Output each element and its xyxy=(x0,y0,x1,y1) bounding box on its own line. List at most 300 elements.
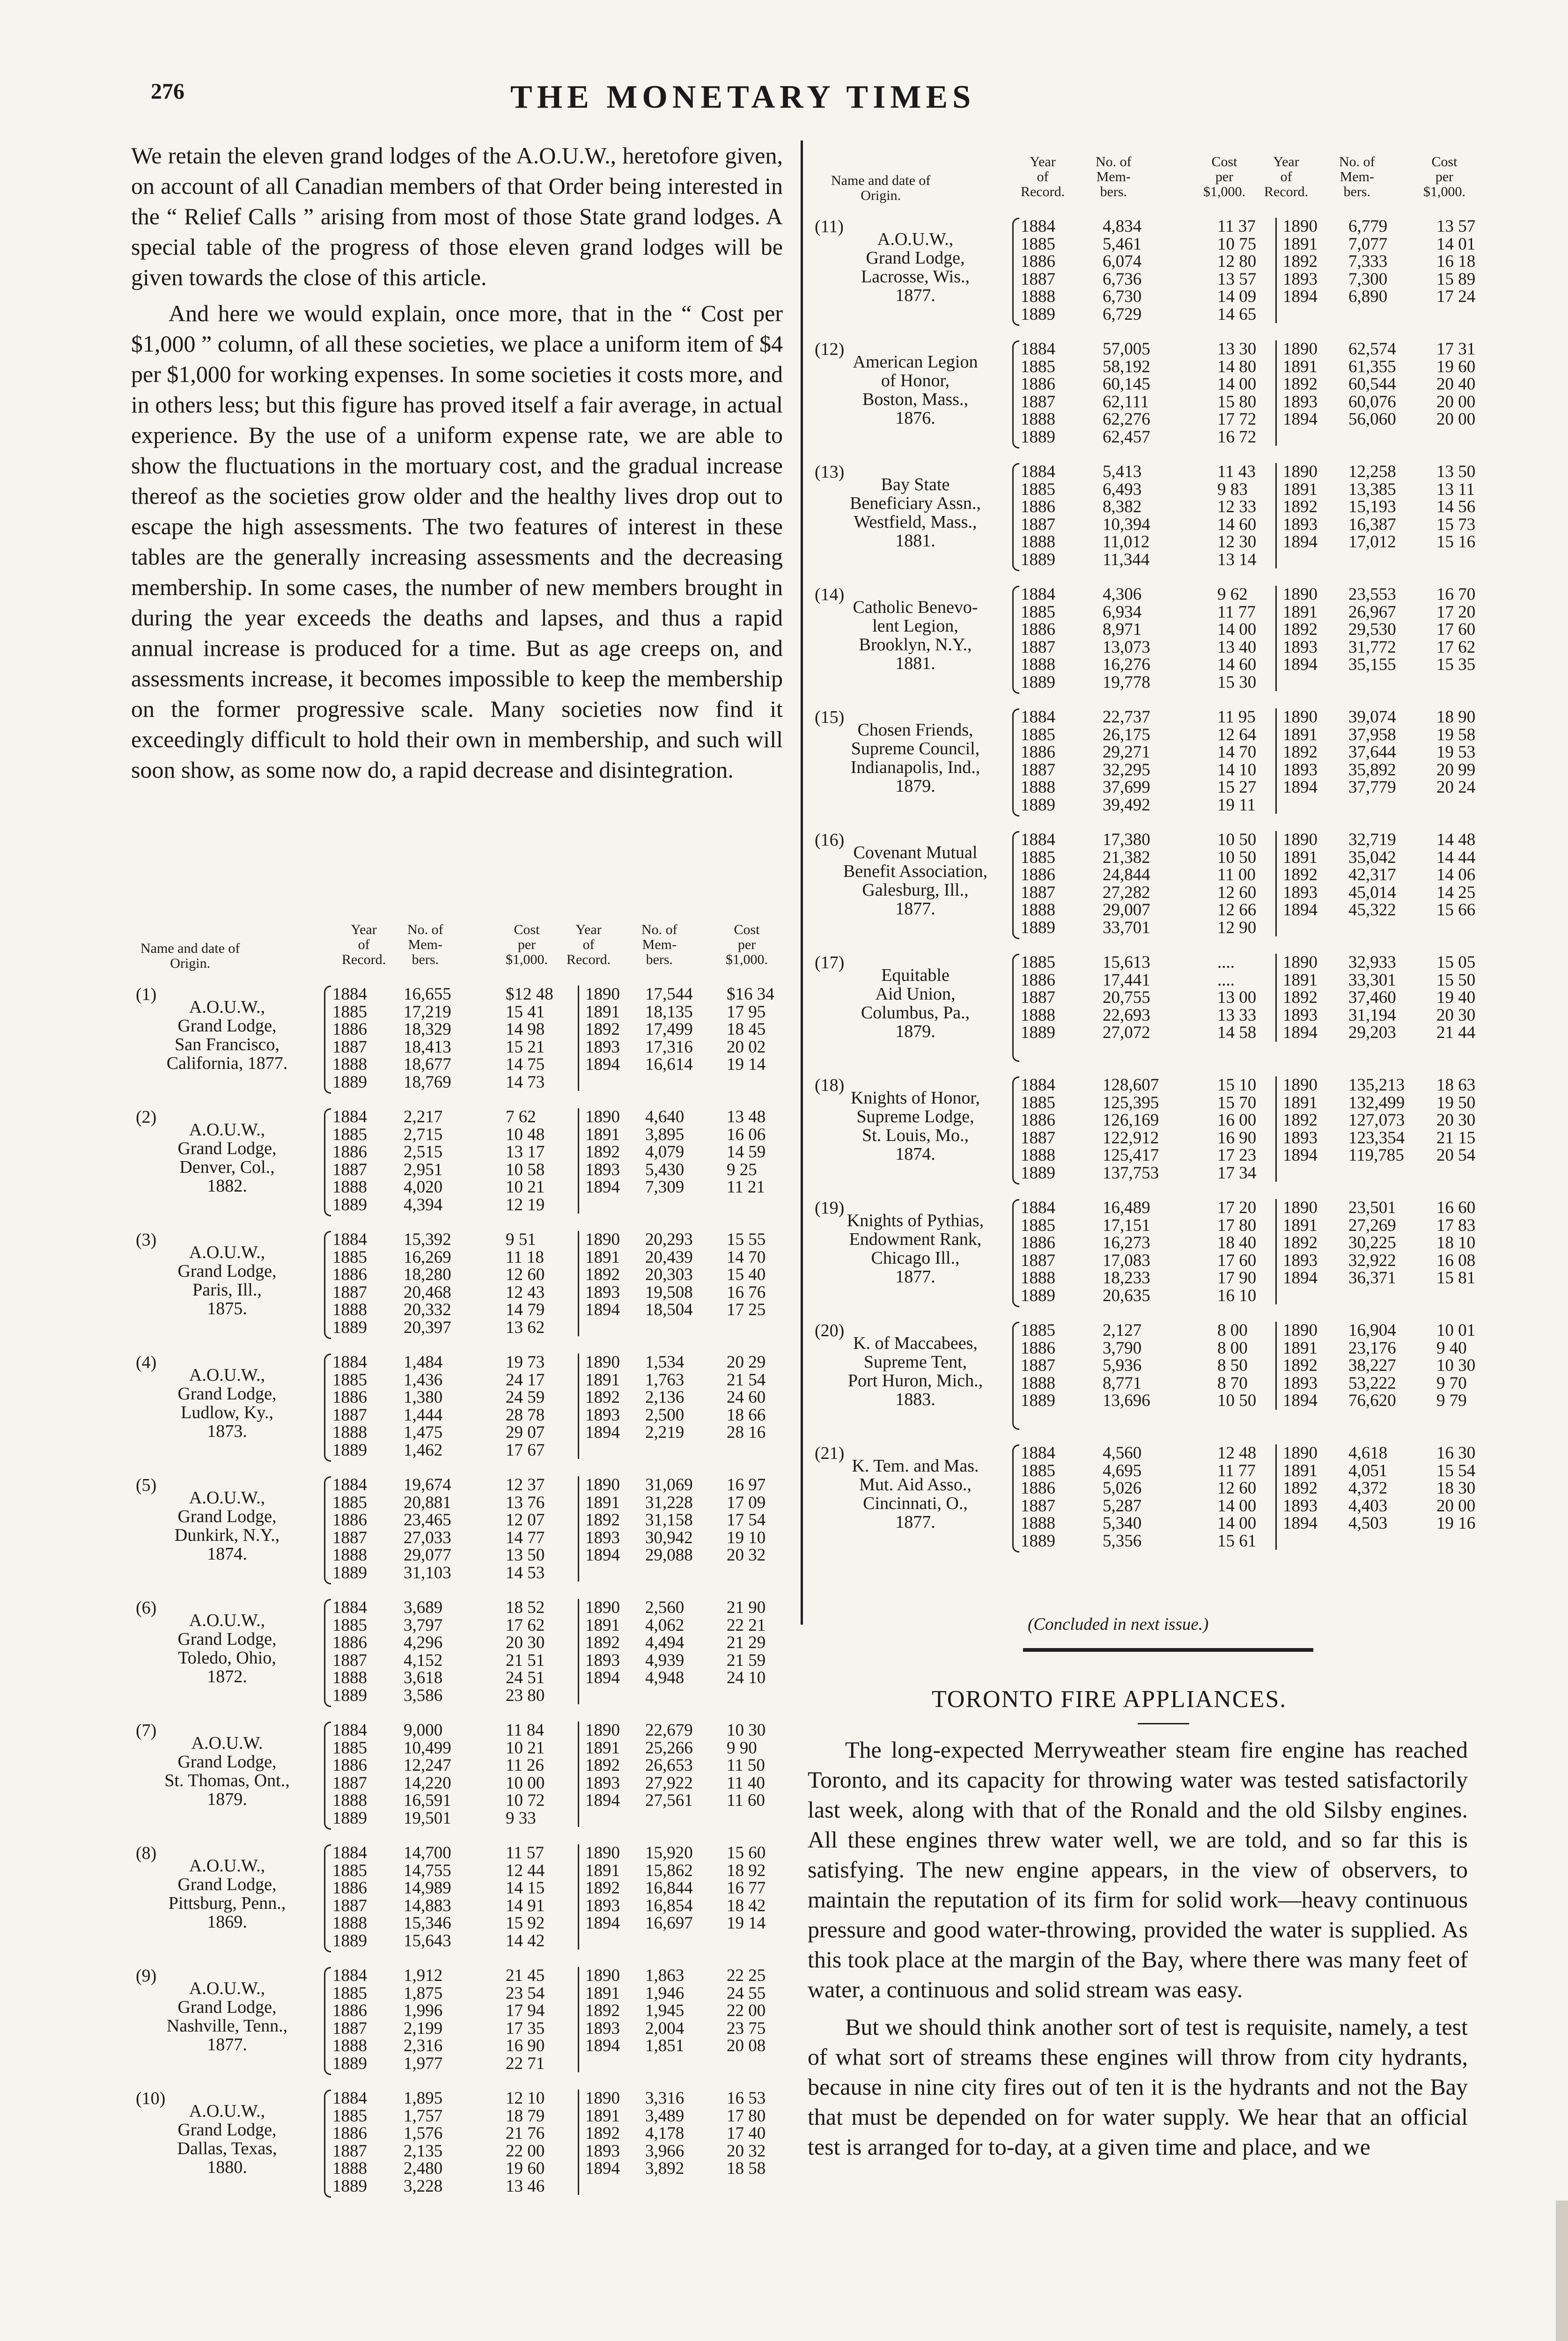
cell-cost2: 16 06 xyxy=(727,1125,766,1144)
cell-cost: 17 35 xyxy=(506,2018,545,2038)
lodge-table-left xyxy=(136,922,791,2197)
cell-year: 1884 xyxy=(1021,830,1055,849)
cell-year: 1884 xyxy=(332,985,367,1004)
cell-cost: 13 40 xyxy=(1217,637,1257,657)
cell-year2: 1891 xyxy=(585,1861,620,1880)
cell-cost: 18 40 xyxy=(1217,1233,1257,1252)
header-cost2: Cost per $1,000. xyxy=(726,922,768,967)
cell-members2: 37,958 xyxy=(1348,725,1396,744)
cell-cost: 10 75 xyxy=(1217,234,1257,254)
cell-year2: 1893 xyxy=(585,1160,620,1179)
cell-members: 1,576 xyxy=(404,2124,443,2143)
cell-cost: 9 33 xyxy=(506,1808,536,1828)
table-header xyxy=(815,155,1484,218)
cell-year: 1889 xyxy=(1021,1286,1055,1305)
society-entry xyxy=(136,1599,791,1707)
cell-members: 6,730 xyxy=(1103,287,1142,306)
cell-members2: 17,012 xyxy=(1348,532,1396,552)
cell-cost2: 14 70 xyxy=(727,1247,766,1267)
cell-members2: 60,544 xyxy=(1348,375,1396,394)
header-name: Name and date of Origin. xyxy=(831,173,931,203)
cell-cost2: 15 81 xyxy=(1436,1268,1476,1288)
cell-members2: 5,430 xyxy=(645,1160,685,1179)
brace-mark xyxy=(1012,831,1019,939)
cell-year: 1887 xyxy=(332,1037,367,1057)
cell-members2: 2,219 xyxy=(645,1423,685,1442)
cell-cost2: 18 63 xyxy=(1436,1075,1476,1095)
cell-members2: 7,333 xyxy=(1348,252,1388,271)
cell-year: 1888 xyxy=(1021,1146,1055,1165)
cell-cost: 9 83 xyxy=(1217,479,1248,499)
cell-members: 1,977 xyxy=(404,2054,443,2073)
cell-cost: .... xyxy=(1217,953,1235,972)
cell-year2: 1890 xyxy=(585,1721,620,1740)
society-entry xyxy=(815,1322,1484,1429)
society-entry xyxy=(815,218,1484,325)
cell-members: 60,145 xyxy=(1103,375,1150,394)
cell-members2: 3,966 xyxy=(645,2141,685,2161)
cell-members: 16,269 xyxy=(404,1247,451,1267)
intro-paragraph-2: And here we would explain, once more, that in the “ Cost per $1,000 ” column, of all these societies, we place a uniform item of $4 per $1,000 for working expenses. In some societies it costs more, and in others less; but this figure has proved itself a fair average, in actual experience. By the use of a uniform expense rate, we are able to show the fluctuations in the mortuary cost, and the gradual increase thereof as the societies grow older and the healthy lives drop out to escape the high assessments. The two features of interest in these tables are the generally increasing assessments and the decreasing membership. In some cases, the number of new members brought in during the year exceeds the deaths and lapses, and thus a rapid annual increase is produced for a time. But as age creeps on, and assessments increase, it becomes impossible to keep the membership on the former progressive scale. Many societies now find it exceedingly difficult to hold their own in membership, and such will soon show, as some now do, a rapid decrease and disintegration. xyxy=(131,300,783,783)
cell-cost2: $16 34 xyxy=(727,985,774,1004)
column-divider xyxy=(1275,831,1277,936)
cell-cost: 12 44 xyxy=(506,1861,545,1880)
cell-cost: 12 07 xyxy=(506,1510,545,1530)
cell-year: 1887 xyxy=(1021,883,1055,902)
cell-cost: 10 50 xyxy=(1217,847,1257,867)
cell-members: 58,192 xyxy=(1103,357,1150,376)
cell-year: 1889 xyxy=(332,1318,367,1337)
lodge-table-right xyxy=(815,155,1484,1552)
cell-cost: 11 43 xyxy=(1217,462,1256,481)
cell-cost: 11 84 xyxy=(506,1721,544,1740)
cell-year2: 1891 xyxy=(1283,970,1318,990)
cell-year: 1889 xyxy=(332,2054,367,2073)
cell-cost2: 18 92 xyxy=(727,1861,766,1880)
cell-year: 1889 xyxy=(332,1563,367,1583)
cell-cost: 12 33 xyxy=(1217,497,1257,516)
cell-cost: 21 76 xyxy=(506,2124,545,2143)
cell-year: 1889 xyxy=(332,1195,367,1215)
cell-members: 15,643 xyxy=(404,1931,451,1951)
society-entry xyxy=(136,986,791,1093)
cell-members: 13,696 xyxy=(1103,1391,1150,1410)
cell-members: 32,295 xyxy=(1103,760,1150,780)
cell-members: 11,344 xyxy=(1103,550,1150,569)
cell-members: 29,007 xyxy=(1103,900,1150,920)
cell-members2: 18,135 xyxy=(645,1002,693,1022)
cell-members: 4,560 xyxy=(1103,1443,1142,1463)
cell-year: 1889 xyxy=(1021,918,1055,937)
cell-year: 1885 xyxy=(332,1125,367,1144)
cell-year: 1886 xyxy=(332,1142,367,1162)
cell-year2: 1892 xyxy=(1283,497,1318,516)
cell-members2: 32,933 xyxy=(1348,953,1396,972)
cell-members: 4,695 xyxy=(1103,1461,1142,1480)
cell-members2: 1,534 xyxy=(645,1353,685,1372)
society-entry xyxy=(815,1444,1484,1552)
cell-cost: 14 15 xyxy=(506,1878,545,1898)
cell-cost2: 13 11 xyxy=(1436,479,1475,499)
column-divider xyxy=(1275,463,1277,568)
table-header xyxy=(136,922,791,986)
cell-year2: 1894 xyxy=(585,1178,620,1197)
cell-cost: 17 72 xyxy=(1217,410,1257,429)
column-divider xyxy=(578,1354,579,1459)
cell-cost2: 18 42 xyxy=(727,1896,766,1915)
cell-cost2: 15 35 xyxy=(1436,655,1476,674)
cell-year: 1887 xyxy=(332,1282,367,1302)
cell-year: 1886 xyxy=(332,1633,367,1652)
cell-members: 2,199 xyxy=(404,2018,443,2038)
cell-members2: 16,844 xyxy=(645,1878,693,1898)
column-divider xyxy=(578,1231,579,1336)
cell-members: 3,618 xyxy=(404,1668,443,1687)
cell-members2: 13,385 xyxy=(1348,479,1396,499)
cell-members2: 26,967 xyxy=(1348,602,1396,622)
cell-year: 1886 xyxy=(1021,1111,1055,1130)
cell-members2: 56,060 xyxy=(1348,410,1396,429)
cell-members2: 4,494 xyxy=(645,1633,685,1652)
cell-year2: 1893 xyxy=(585,1282,620,1302)
cell-year: 1888 xyxy=(1021,287,1055,306)
cell-year: 1888 xyxy=(332,1546,367,1565)
brace-mark xyxy=(324,1354,331,1462)
column-divider xyxy=(578,1108,579,1214)
cell-members2: 35,155 xyxy=(1348,655,1396,674)
cell-members: 5,340 xyxy=(1103,1514,1142,1533)
cell-year2: 1890 xyxy=(1283,830,1318,849)
cell-members2: 132,499 xyxy=(1348,1093,1405,1112)
cell-year: 1887 xyxy=(1021,760,1055,780)
cell-year2: 1894 xyxy=(1283,287,1318,306)
cell-cost: 12 43 xyxy=(506,1282,545,1302)
cell-members2: 1,851 xyxy=(645,2036,685,2055)
cell-year: 1887 xyxy=(1021,988,1055,1007)
cell-year2: 1892 xyxy=(585,1510,620,1530)
cell-cost: 28 78 xyxy=(506,1405,545,1425)
society-number: (17) xyxy=(815,953,845,972)
cell-members: 11,012 xyxy=(1103,532,1150,552)
cell-year: 1884 xyxy=(332,1598,367,1617)
cell-year2: 1891 xyxy=(1283,234,1318,254)
cell-members: 62,111 xyxy=(1103,392,1149,412)
cell-year2: 1890 xyxy=(585,1230,620,1249)
cell-year: 1889 xyxy=(332,1072,367,1092)
cell-cost2: 17 80 xyxy=(727,2106,766,2126)
cell-cost: 10 21 xyxy=(506,1178,545,1197)
cell-year: 1888 xyxy=(1021,532,1055,552)
cell-members2: 17,544 xyxy=(645,985,693,1004)
cell-members: 128,607 xyxy=(1103,1075,1159,1095)
cell-year: 1889 xyxy=(1021,304,1055,324)
cell-cost: 11 77 xyxy=(1217,1461,1256,1480)
cell-cost: 8 70 xyxy=(1217,1373,1248,1393)
cell-cost: 15 30 xyxy=(1217,672,1257,692)
cell-year: 1884 xyxy=(1021,585,1055,604)
cell-year2: 1891 xyxy=(1283,1215,1318,1235)
cell-year: 1886 xyxy=(1021,865,1055,884)
cell-year: 1888 xyxy=(1021,1373,1055,1393)
society-number: (14) xyxy=(815,585,845,604)
cell-cost2: 20 00 xyxy=(1436,1496,1476,1516)
toronto-paragraph-2: But we should think another sort of test is requisite, namely, a test of what sort of streams these engines will throw from city hydrants, because in nine city fires out of ten it is the hydrants and not the Bay that must be depended on for water supply. We hear that an official test is arranged for to-day, at a given time and place, and we xyxy=(808,2014,1468,2160)
cell-cost: .... xyxy=(1217,970,1235,990)
cell-year: 1886 xyxy=(332,1388,367,1407)
cell-year: 1885 xyxy=(1021,1461,1055,1480)
cell-year2: 1894 xyxy=(585,1300,620,1319)
cell-members: 20,881 xyxy=(404,1493,451,1512)
cell-year2: 1891 xyxy=(585,1615,620,1635)
intro-article xyxy=(131,140,783,785)
cell-members2: 4,948 xyxy=(645,1668,685,1687)
cell-year2: 1890 xyxy=(1283,585,1318,604)
cell-cost: 12 60 xyxy=(506,1265,545,1284)
cell-members2: 15,920 xyxy=(645,1843,693,1862)
cell-members: 17,219 xyxy=(404,1002,451,1022)
cell-year2: 1890 xyxy=(585,2089,620,2108)
cell-cost2: 21 29 xyxy=(727,1633,766,1652)
cell-cost2: 16 60 xyxy=(1436,1198,1476,1217)
cell-cost2: 16 18 xyxy=(1436,252,1476,271)
cell-cost2: 20 40 xyxy=(1436,375,1476,394)
cell-year: 1887 xyxy=(332,1896,367,1915)
cell-cost: 12 80 xyxy=(1217,252,1257,271)
cell-year2: 1893 xyxy=(1283,1496,1318,1516)
cell-year2: 1893 xyxy=(1283,515,1318,534)
cell-year: 1884 xyxy=(1021,707,1055,727)
cell-year: 1887 xyxy=(1021,269,1055,289)
cell-cost: 14 75 xyxy=(506,1055,545,1074)
cell-members: 2,135 xyxy=(404,2141,443,2161)
cell-year2: 1892 xyxy=(1283,743,1318,762)
cell-year: 1886 xyxy=(1021,1479,1055,1498)
cell-year2: 1891 xyxy=(1283,357,1318,376)
society-number: (5) xyxy=(136,1475,157,1495)
cell-year: 1887 xyxy=(1021,1128,1055,1148)
cell-cost2: 18 90 xyxy=(1436,707,1476,727)
cell-cost: 13 62 xyxy=(506,1318,545,1337)
cell-cost2: 10 30 xyxy=(1436,1356,1476,1375)
cell-members2: 4,618 xyxy=(1348,1443,1388,1463)
society-name: Catholic Benevo- lent Legion, Brooklyn, N.Y., 1881. xyxy=(853,597,978,673)
cell-members: 17,151 xyxy=(1103,1215,1150,1235)
cell-members: 14,883 xyxy=(404,1896,451,1915)
heading-rule xyxy=(1138,1723,1189,1724)
brace-mark xyxy=(324,1231,331,1339)
cell-year2: 1890 xyxy=(1283,707,1318,727)
society-number: (12) xyxy=(815,339,845,359)
cell-year: 1889 xyxy=(1021,795,1055,815)
cell-year2: 1891 xyxy=(1283,1093,1318,1112)
cell-members2: 7,077 xyxy=(1348,234,1388,254)
cell-members: 5,287 xyxy=(1103,1496,1142,1516)
cell-cost: 14 58 xyxy=(1217,1023,1257,1042)
cell-members: 5,413 xyxy=(1103,462,1142,481)
cell-year2: 1893 xyxy=(1283,392,1318,412)
header-members: No. of Mem- bers. xyxy=(407,922,443,967)
cell-members: 20,468 xyxy=(404,1282,451,1302)
cell-cost: 12 37 xyxy=(506,1475,545,1494)
cell-year: 1884 xyxy=(332,1966,367,1985)
cell-members: 20,332 xyxy=(404,1300,451,1319)
cell-members2: 36,371 xyxy=(1348,1268,1396,1288)
column-divider xyxy=(578,1599,579,1704)
cell-year2: 1890 xyxy=(585,1353,620,1372)
brace-mark xyxy=(324,1967,331,2075)
cell-year: 1885 xyxy=(1021,847,1055,867)
cell-cost: 15 27 xyxy=(1217,778,1257,797)
cell-year: 1885 xyxy=(332,1247,367,1267)
cell-cost: 23 80 xyxy=(506,1686,545,1705)
cell-year: 1884 xyxy=(332,1230,367,1249)
brace-mark xyxy=(1012,1076,1019,1185)
cell-cost: 29 07 xyxy=(506,1423,545,1442)
cell-members2: 31,194 xyxy=(1348,1005,1396,1025)
cell-members2: 29,530 xyxy=(1348,620,1396,639)
cell-year2: 1892 xyxy=(585,1142,620,1162)
brace-mark xyxy=(1012,1322,1019,1430)
cell-cost: 24 51 xyxy=(506,1668,545,1687)
cell-cost2: 17 25 xyxy=(727,1300,766,1319)
cell-cost2: 16 97 xyxy=(727,1475,766,1494)
cell-cost2: 13 50 xyxy=(1436,462,1476,481)
cell-year2: 1891 xyxy=(585,1002,620,1022)
cell-year: 1888 xyxy=(332,1423,367,1442)
cell-cost: 23 54 xyxy=(506,1983,545,2003)
cell-year2: 1891 xyxy=(585,1983,620,2003)
cell-year2: 1893 xyxy=(585,1896,620,1915)
cell-cost2: 20 29 xyxy=(727,1353,766,1372)
cell-cost2: 17 54 xyxy=(727,1510,766,1530)
cell-members2: 16,614 xyxy=(645,1055,693,1074)
cell-year: 1888 xyxy=(332,1055,367,1074)
cell-cost2: 21 15 xyxy=(1436,1128,1476,1148)
concluded-note: (Concluded in next issue.) xyxy=(1028,1615,1209,1634)
society-number: (8) xyxy=(136,1843,157,1863)
cell-members: 5,026 xyxy=(1103,1479,1142,1498)
cell-cost: 16 10 xyxy=(1217,1286,1257,1305)
cell-cost2: 19 10 xyxy=(727,1528,766,1547)
cell-year: 1887 xyxy=(1021,515,1055,534)
cell-members: 1,996 xyxy=(404,2001,443,2020)
cell-cost2: 9 25 xyxy=(727,1160,757,1179)
cell-cost: 17 60 xyxy=(1217,1251,1257,1270)
cell-cost2: 18 10 xyxy=(1436,1233,1476,1252)
cell-members: 27,282 xyxy=(1103,883,1150,902)
cell-year2: 1892 xyxy=(585,2001,620,2020)
cell-year: 1889 xyxy=(1021,1531,1055,1551)
header-cost-left: Cost per $1,000. xyxy=(1203,154,1245,199)
cell-members: 13,073 xyxy=(1103,637,1150,657)
cell-cost2: 20 54 xyxy=(1436,1146,1476,1165)
society-number: (16) xyxy=(815,830,845,850)
cell-cost2: 17 62 xyxy=(1436,637,1476,657)
cell-year: 1887 xyxy=(332,2018,367,2038)
cell-members: 15,613 xyxy=(1103,953,1150,972)
cell-year: 1885 xyxy=(1021,357,1055,376)
cell-members2: 39,074 xyxy=(1348,707,1396,727)
cell-cost2: 15 89 xyxy=(1436,269,1476,289)
cell-year: 1885 xyxy=(1021,602,1055,622)
cell-members: 4,394 xyxy=(404,1195,443,1215)
cell-cost: 8 50 xyxy=(1217,1356,1248,1375)
society-name: A.O.U.W., Grand Lodge, Toledo, Ohio, 1872. xyxy=(177,1611,277,1686)
cell-year: 1887 xyxy=(332,1650,367,1670)
cell-members: 14,220 xyxy=(404,1773,451,1793)
cell-cost: 15 10 xyxy=(1217,1075,1257,1095)
masthead: THE MONETARY TIMES xyxy=(510,79,976,115)
society-entry xyxy=(136,1844,791,1952)
cell-year: 1889 xyxy=(1021,550,1055,569)
cell-members: 18,677 xyxy=(404,1055,451,1074)
cell-members2: 16,697 xyxy=(645,1914,693,1933)
cell-year2: 1894 xyxy=(585,2159,620,2178)
cell-cost2: 20 02 xyxy=(727,1037,766,1057)
cell-cost2: 20 24 xyxy=(1436,778,1476,797)
cell-year2: 1894 xyxy=(1283,1146,1318,1165)
cell-year2: 1894 xyxy=(1283,1268,1318,1288)
cell-members2: 2,136 xyxy=(645,1388,685,1407)
cell-members2: 1,763 xyxy=(645,1370,685,1390)
society-entry xyxy=(815,708,1484,816)
cell-members: 33,701 xyxy=(1103,918,1150,937)
cell-cost: 21 45 xyxy=(506,1966,545,1985)
cell-year2: 1893 xyxy=(585,1528,620,1547)
cell-cost: 13 57 xyxy=(1217,269,1257,289)
cell-year2: 1892 xyxy=(1283,1479,1318,1498)
cell-cost2: 20 00 xyxy=(1436,410,1476,429)
cell-members2: 135,213 xyxy=(1348,1075,1405,1095)
brace-mark xyxy=(1012,218,1019,326)
cell-year2: 1892 xyxy=(1283,1233,1318,1252)
cell-members: 8,971 xyxy=(1103,620,1142,639)
cell-year2: 1894 xyxy=(1283,655,1318,674)
cell-year: 1885 xyxy=(1021,479,1055,499)
cell-cost: 12 48 xyxy=(1217,1443,1257,1463)
cell-year: 1887 xyxy=(332,1773,367,1793)
cell-cost2: 11 50 xyxy=(727,1756,765,1775)
cell-members: 16,591 xyxy=(404,1791,451,1810)
cell-members2: 32,922 xyxy=(1348,1251,1396,1270)
cell-members: 22,737 xyxy=(1103,707,1150,727)
cell-cost2: 14 48 xyxy=(1436,830,1476,849)
cell-members2: 3,892 xyxy=(645,2159,685,2178)
cell-year2: 1891 xyxy=(1283,847,1318,867)
cell-year: 1886 xyxy=(332,1510,367,1530)
column-divider xyxy=(578,986,579,1091)
cell-members: 16,276 xyxy=(1103,655,1150,674)
column-divider xyxy=(578,2090,579,2195)
cell-members2: 26,653 xyxy=(645,1756,693,1775)
cell-cost: 13 76 xyxy=(506,1493,545,1512)
society-entry xyxy=(815,831,1484,939)
cell-year2: 1891 xyxy=(1283,1338,1318,1358)
society-name: K. of Maccabees, Supreme Tent, Port Huron, Mich., 1883. xyxy=(847,1333,983,1409)
cell-year: 1886 xyxy=(1021,620,1055,639)
society-entry xyxy=(815,954,1484,1061)
cell-cost2: 14 56 xyxy=(1436,497,1476,516)
cell-members: 18,329 xyxy=(404,1020,451,1039)
cell-year: 1889 xyxy=(1021,1163,1055,1183)
cell-members2: 45,014 xyxy=(1348,883,1396,902)
society-number: (11) xyxy=(815,217,844,236)
cell-year2: 1894 xyxy=(585,1791,620,1810)
cell-cost: 17 80 xyxy=(1217,1215,1257,1235)
cell-cost2: 17 40 xyxy=(727,2124,766,2143)
toronto-heading: TORONTO FIRE APPLIANCES. xyxy=(932,1686,1287,1713)
society-name: A.O.U.W., Grand Lodge, San Francisco, California, 1877. xyxy=(166,997,288,1073)
